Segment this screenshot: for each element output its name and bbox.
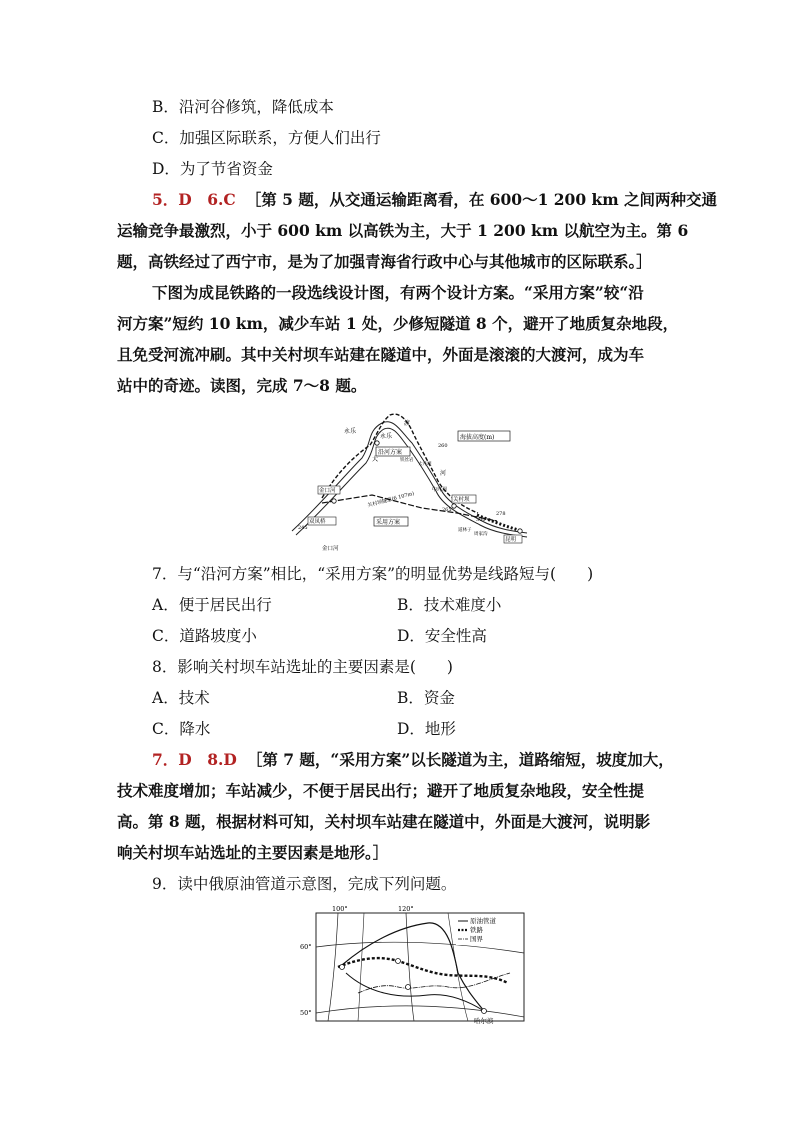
- answer-5-6-line3: 题，高铁经过了西宁市，是为了加强青海省行政中心与其他城市的区际联系。］: [117, 252, 652, 271]
- lat-60-label: 60°: [300, 943, 312, 951]
- he-label: 河: [440, 470, 447, 477]
- answer-5-6-key: 5．D 6.C: [152, 190, 236, 209]
- answer-7-8-line2: 技术难度增加；车站减少，不便于居民出行；避开了地质复杂地段，安全性提: [117, 781, 645, 800]
- lon-120-label: 120°: [398, 905, 414, 913]
- elev-278: 278: [496, 511, 506, 517]
- passage-line3: 且免受河流冲刷。其中关村坝车站建在隧道中，外面是滚滚的大渡河，成为车: [117, 345, 645, 364]
- q7-option-c: C．道路坡度小: [152, 627, 257, 645]
- shuangfengqiao-label: 双凤桥: [309, 519, 326, 525]
- jinkouhe-station-label: 金口河: [319, 488, 336, 494]
- answer-7-8-text: ［第 7 题，“采用方案”以长隧道为主，道路缩短，坡度加大，: [246, 750, 674, 769]
- tieshizi-label: 铁丝岩: [400, 458, 414, 463]
- elev-300: 300: [476, 517, 486, 523]
- yongle-label: 永乐: [380, 433, 393, 440]
- answer-5-6-line1: [152, 189, 717, 211]
- q8-stem: 8．影响关村坝车站选址的主要因素是( ): [152, 658, 453, 676]
- jinkouhe-station-marker: [332, 499, 336, 503]
- q9-stem: 9．读中俄原油管道示意图，完成下列问题。: [152, 875, 457, 893]
- passage-line2: 河方案”短约 10 km，减少车站 1 处，少修短隧道 8 个，避开了地质复杂地段，: [117, 314, 679, 333]
- elev-260: 260: [438, 443, 448, 449]
- elev-265: 265: [442, 507, 452, 513]
- guancunba-station-marker: [452, 504, 456, 508]
- dajingba-label: 大井坝: [418, 462, 432, 467]
- option-4c: C．加强区际联系，方便人们出行: [152, 129, 381, 147]
- station-marker-mid: [396, 959, 401, 964]
- harbin-label: 哈尔滨: [474, 1017, 494, 1025]
- station-marker-west: [340, 965, 345, 970]
- jinkouhe-label: 金口河: [322, 546, 339, 552]
- kunming-label: 昆明: [505, 537, 517, 543]
- pipeline-map: [298, 903, 530, 1025]
- q8-option-a: A．技术: [152, 689, 210, 707]
- q7-option-b: B．技术难度小: [397, 596, 502, 614]
- du-label: 渡: [404, 420, 411, 427]
- legend-border-label: 国界: [470, 935, 483, 943]
- tangjia-label: 道林子: [458, 528, 472, 533]
- da-label: 大: [372, 456, 379, 463]
- answer-5-6-text: ［第 5 题，从交通运输距离看，在 600～1 200 km 之间两种交通: [245, 190, 718, 209]
- q8-option-b: B．资金: [397, 689, 455, 707]
- legend-pipeline-label: 原油管道: [470, 917, 496, 925]
- q7-option-a: A．便于居民出行: [152, 596, 272, 614]
- answer-7-8-key: 7．D 8.D: [152, 750, 237, 769]
- option-4b: B．沿河谷修筑，降低成本: [152, 98, 334, 116]
- legend-label: 海拔高度(m): [460, 434, 495, 441]
- yanhe-label: 沿河方案: [378, 449, 403, 456]
- kunming-station-marker: [518, 529, 522, 533]
- legend-railway-label: 铁路: [470, 926, 483, 934]
- passage-line4: 站中的奇迹。读图，完成 7～8 题。: [117, 376, 367, 395]
- lon-100-label: 100°: [332, 905, 348, 913]
- zhouji-label: 周家沟: [474, 532, 488, 537]
- zhongpingba-label: 中坪坝: [432, 487, 448, 493]
- elev-245: 245: [298, 525, 308, 531]
- q8-option-d: D．地形: [397, 720, 456, 738]
- q7-stem: 7．与“沿河方案”相比，“采用方案”的明显优势是线路短与( ): [152, 565, 594, 583]
- harbin-marker: [482, 1009, 487, 1014]
- caiyong-label: 采用方案: [376, 519, 401, 526]
- station-marker-south: [406, 985, 411, 990]
- tunnel-label: 关村坝隧道(6 107m): [366, 490, 415, 509]
- yongle-top-label: 永乐: [344, 428, 357, 435]
- yongle-station-marker: [375, 441, 379, 445]
- railway-route-svg: [282, 403, 532, 553]
- answer-7-8-line3: 高。第 8 题，根据材料可知，关村坝车站建在隧道中，外面是大渡河，说明影: [117, 812, 651, 831]
- guancunba-label: 关村坝: [453, 497, 470, 503]
- railway-route-map: [282, 403, 532, 553]
- q7-option-d: D．安全性高: [397, 627, 487, 645]
- pipeline-map-svg: [298, 903, 530, 1025]
- answer-7-8-line1: [152, 749, 674, 771]
- q8-option-c: C．降水: [152, 720, 211, 738]
- passage-line1: 下图为成昆铁路的一段选线设计图，有两个设计方案。“采用方案”较“沿: [152, 283, 644, 302]
- answer-7-8-line4: 响关村坝车站选址的主要因素是地形。］: [117, 843, 389, 862]
- lat-50-label: 50°: [300, 1009, 312, 1017]
- option-4d: D．为了节省资金: [152, 160, 273, 178]
- answer-5-6-line2: 运输竞争最激烈，小于 600 km 以高铁为主，大于 1 200 km 以航空为主。第 6: [117, 221, 689, 240]
